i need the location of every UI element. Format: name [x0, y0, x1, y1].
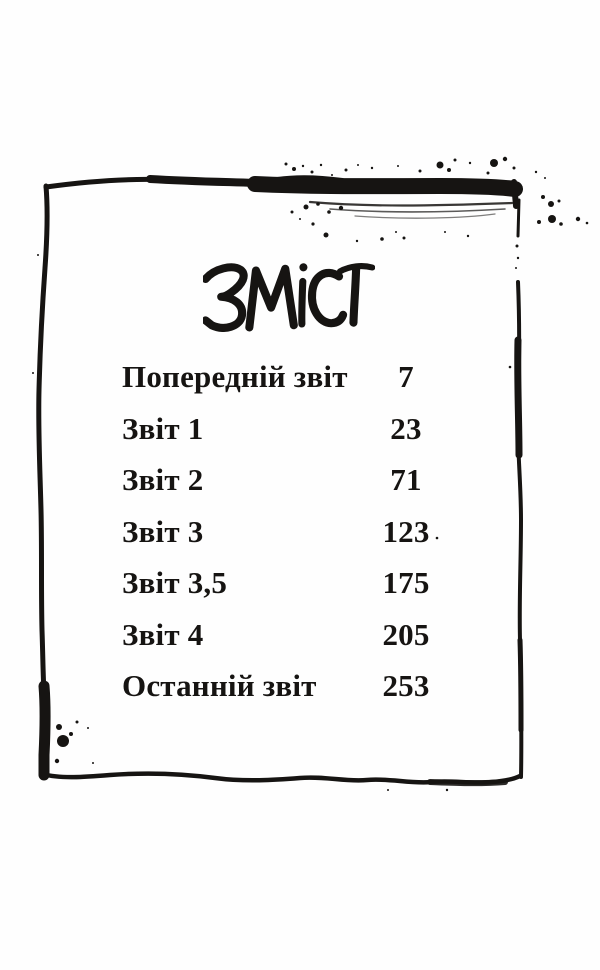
frame-right-stroke	[518, 200, 522, 777]
toc-entry-page: 253	[382, 668, 430, 703]
title-letter-s	[311, 273, 343, 324]
title-letter-m	[248, 269, 294, 328]
title-letter-i	[299, 263, 309, 324]
toc-entry	[122, 412, 442, 446]
frame-bottom-stroke	[43, 774, 520, 784]
toc-entry	[122, 566, 442, 600]
toc-entry-page: 205	[382, 616, 430, 652]
toc-entry-page: 23	[390, 410, 422, 446]
toc-entry-label: Звіт 4	[122, 616, 204, 652]
toc-entry-label: Звіт 2	[122, 462, 204, 497]
toc-entry	[122, 669, 442, 703]
toc-entry	[122, 618, 442, 652]
toc-entry-label: Звіт 1	[122, 410, 204, 446]
toc-list	[122, 360, 442, 721]
toc-entry	[122, 360, 442, 394]
frame-left-stroke	[39, 186, 47, 775]
contents-title-art	[203, 260, 375, 332]
toc-entry-label: Звіт 3,5	[122, 565, 228, 600]
toc-entry-label: Звіт 3	[122, 513, 204, 549]
toc-entry-page: 71	[390, 462, 422, 497]
toc-entry-page: 123	[382, 513, 430, 549]
toc-entry-label: Останній звіт	[122, 668, 317, 703]
toc-entry-page: 7	[398, 359, 414, 394]
toc-entry	[122, 463, 442, 497]
title-letter-z	[204, 267, 245, 328]
toc-entry-label: Попередній звіт	[122, 359, 348, 394]
toc-entry	[122, 515, 442, 549]
frame-top-stroke	[46, 179, 516, 218]
toc-entry-page: 175	[382, 565, 430, 600]
